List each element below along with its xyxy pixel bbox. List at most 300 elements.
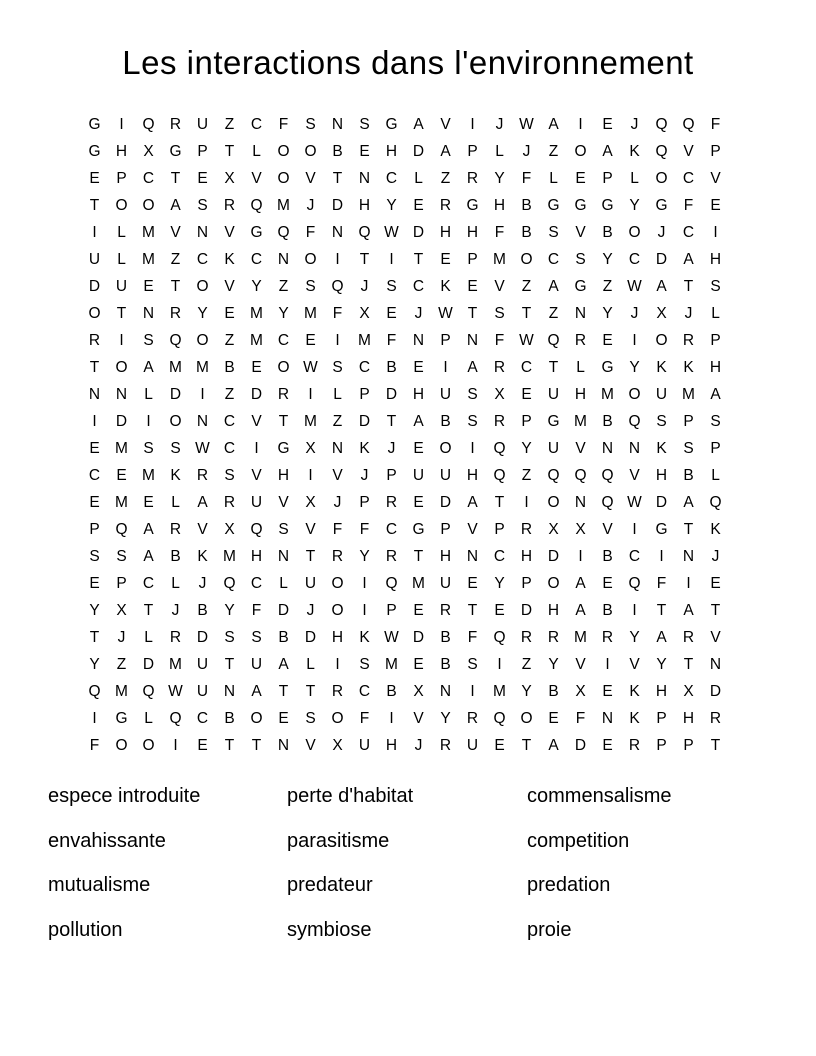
grid-letter: K xyxy=(629,709,640,727)
grid-letter: U xyxy=(655,385,668,403)
grid-letter: I xyxy=(92,709,97,727)
grid-letter: N xyxy=(331,115,344,133)
grid-letter: I xyxy=(470,682,475,700)
grid-letter: C xyxy=(385,169,398,187)
grid-letter: J xyxy=(414,304,423,322)
grid-letter: R xyxy=(277,385,290,403)
grid-letter: K xyxy=(629,142,640,160)
grid-letter: I xyxy=(173,736,178,754)
grid-letter: B xyxy=(602,547,613,565)
grid-letter: R xyxy=(385,493,398,511)
grid-letter: K xyxy=(170,466,181,484)
grid-letter: C xyxy=(88,466,101,484)
grid-letter: A xyxy=(602,142,613,160)
grid-letter: L xyxy=(306,655,315,673)
grid-letter: M xyxy=(142,250,155,268)
grid-letter: O xyxy=(277,142,290,160)
grid-letter: P xyxy=(467,142,478,160)
grid-letter: L xyxy=(279,574,288,592)
grid-letter: F xyxy=(656,574,667,592)
grid-letter: F xyxy=(332,520,343,538)
grid-letter: V xyxy=(602,520,613,538)
grid-letter: B xyxy=(521,223,532,241)
grid-letter: Q xyxy=(385,574,398,592)
grid-letter: B xyxy=(440,628,451,646)
grid-letter: S xyxy=(224,466,235,484)
grid-letter: Q xyxy=(493,439,506,457)
grid-letter: Q xyxy=(574,466,587,484)
grid-letter: I xyxy=(362,574,367,592)
grid-letter: A xyxy=(143,547,154,565)
grid-letter: O xyxy=(655,169,668,187)
grid-letter: X xyxy=(575,520,586,538)
grid-letter: D xyxy=(439,493,452,511)
grid-letter: Y xyxy=(548,655,559,673)
grid-letter: O xyxy=(115,358,128,376)
grid-letter: E xyxy=(143,493,154,511)
grid-letter: N xyxy=(439,682,452,700)
grid-letter: I xyxy=(578,115,583,133)
grid-letter: L xyxy=(117,223,126,241)
grid-letter: K xyxy=(683,358,694,376)
grid-letter: J xyxy=(360,466,369,484)
grid-letter: Q xyxy=(628,574,641,592)
grid-letter: I xyxy=(146,412,151,430)
grid-letter: T xyxy=(413,250,424,268)
grid-letter: Z xyxy=(332,412,343,430)
grid-letter: M xyxy=(250,331,263,349)
grid-letter: B xyxy=(440,655,451,673)
grid-letter: T xyxy=(89,358,100,376)
grid-letter: Z xyxy=(224,115,235,133)
grid-letter: I xyxy=(389,250,394,268)
grid-letter: B xyxy=(440,412,451,430)
grid-letter: I xyxy=(254,439,259,457)
grid-letter: G xyxy=(547,196,560,214)
grid-letter: Y xyxy=(386,196,397,214)
grid-letter: S xyxy=(710,277,721,295)
grid-letter: Y xyxy=(656,655,667,673)
grid-letter: C xyxy=(412,277,425,295)
grid-letter: H xyxy=(412,385,425,403)
grid-letter: O xyxy=(547,493,560,511)
grid-letter: O xyxy=(304,250,317,268)
grid-letter: L xyxy=(144,385,153,403)
grid-letter: S xyxy=(116,547,127,565)
grid-letter: N xyxy=(466,547,479,565)
grid-letter: C xyxy=(493,547,506,565)
grid-letter: R xyxy=(709,709,722,727)
grid-letter: I xyxy=(200,385,205,403)
grid-letter: R xyxy=(682,628,695,646)
grid-letter: I xyxy=(335,250,340,268)
grid-letter: Z xyxy=(440,169,451,187)
grid-letter: G xyxy=(250,223,263,241)
grid-letter: F xyxy=(494,331,505,349)
grid-letter: N xyxy=(574,493,587,511)
grid-letter: O xyxy=(655,331,668,349)
grid-letter: O xyxy=(196,277,209,295)
grid-letter: N xyxy=(682,547,695,565)
grid-letter: M xyxy=(304,412,317,430)
grid-letter: O xyxy=(331,574,344,592)
grid-letter: W xyxy=(384,628,399,646)
grid-letter: A xyxy=(548,115,559,133)
grid-letter: L xyxy=(630,169,639,187)
grid-letter: U xyxy=(196,682,209,700)
grid-letter: S xyxy=(305,115,316,133)
grid-letter: O xyxy=(520,709,533,727)
grid-letter: R xyxy=(331,682,344,700)
grid-letter: O xyxy=(304,142,317,160)
grid-letter: D xyxy=(547,547,560,565)
grid-letter: G xyxy=(655,520,668,538)
grid-letter: Y xyxy=(197,304,208,322)
grid-letter: A xyxy=(413,412,424,430)
grid-letter: J xyxy=(495,115,504,133)
grid-letter: O xyxy=(115,736,128,754)
grid-letter: N xyxy=(142,304,155,322)
grid-letter: X xyxy=(494,385,505,403)
grid-letter: N xyxy=(601,709,614,727)
grid-letter: G xyxy=(88,115,101,133)
grid-letter: I xyxy=(497,655,502,673)
grid-letter: I xyxy=(308,466,313,484)
word-item: predateur xyxy=(287,874,373,896)
grid-letter: B xyxy=(278,628,289,646)
grid-letter: Q xyxy=(682,115,695,133)
grid-letter: Q xyxy=(142,115,155,133)
grid-letter: V xyxy=(305,736,316,754)
grid-letter: O xyxy=(628,385,641,403)
grid-letter: H xyxy=(682,709,695,727)
grid-letter: C xyxy=(628,547,641,565)
grid-letter: X xyxy=(305,439,316,457)
grid-letter: S xyxy=(656,412,667,430)
grid-letter: M xyxy=(385,655,398,673)
grid-letter: T xyxy=(683,520,694,538)
grid-letter: N xyxy=(223,682,236,700)
grid-letter: S xyxy=(548,223,559,241)
grid-letter: Q xyxy=(655,142,668,160)
grid-letter: W xyxy=(438,304,453,322)
word-item: perte d'habitat xyxy=(287,785,414,807)
grid-letter: P xyxy=(440,331,451,349)
grid-letter: E xyxy=(143,277,154,295)
grid-letter: Q xyxy=(655,115,668,133)
grid-letter: H xyxy=(709,358,722,376)
grid-letter: Z xyxy=(548,142,559,160)
grid-letter: N xyxy=(277,736,290,754)
grid-letter: A xyxy=(548,736,559,754)
grid-letter: Y xyxy=(494,574,505,592)
grid-letter: D xyxy=(169,385,182,403)
grid-letter: E xyxy=(197,169,208,187)
grid-letter: M xyxy=(115,682,128,700)
grid-letter: I xyxy=(308,385,313,403)
grid-letter: F xyxy=(359,520,370,538)
grid-letter: V xyxy=(467,520,478,538)
grid-letter: R xyxy=(466,709,479,727)
grid-letter: Q xyxy=(547,466,560,484)
grid-letter: Y xyxy=(629,196,640,214)
grid-letter: M xyxy=(115,439,128,457)
grid-letter: G xyxy=(655,196,668,214)
grid-letter: P xyxy=(386,466,397,484)
page-title: Les interactions dans l'environnement xyxy=(122,44,694,81)
grid-letter: R xyxy=(223,493,236,511)
grid-letter: B xyxy=(224,358,235,376)
grid-letter: T xyxy=(143,601,154,619)
grid-letter: S xyxy=(359,655,370,673)
grid-letter: Z xyxy=(224,331,235,349)
grid-letter: I xyxy=(443,358,448,376)
grid-letter: C xyxy=(628,250,641,268)
grid-letter: M xyxy=(574,628,587,646)
grid-letter: E xyxy=(359,142,370,160)
grid-letter: P xyxy=(116,169,127,187)
grid-letter: A xyxy=(683,250,694,268)
grid-letter: V xyxy=(710,169,721,187)
grid-letter: D xyxy=(574,736,587,754)
grid-letter: U xyxy=(547,439,560,457)
grid-letter: P xyxy=(602,169,613,187)
grid-letter: V xyxy=(629,655,640,673)
grid-letter: J xyxy=(387,439,396,457)
grid-letter: M xyxy=(304,304,317,322)
word-item: mutualisme xyxy=(48,874,151,896)
grid-letter: L xyxy=(144,628,153,646)
word-list-column xyxy=(287,774,413,952)
grid-letter: P xyxy=(521,574,532,592)
grid-letter: F xyxy=(305,223,316,241)
grid-letter: P xyxy=(710,439,721,457)
grid-letter: E xyxy=(602,574,613,592)
grid-letter: L xyxy=(549,169,558,187)
grid-letter: S xyxy=(170,439,181,457)
grid-letter: O xyxy=(142,736,155,754)
word-item: espece introduite xyxy=(48,785,201,807)
grid-letter: B xyxy=(521,196,532,214)
grid-letter: B xyxy=(386,682,397,700)
grid-letter: Z xyxy=(602,277,613,295)
grid-letter: U xyxy=(196,655,209,673)
grid-letter: L xyxy=(171,574,180,592)
grid-letter: I xyxy=(713,223,718,241)
grid-letter: C xyxy=(142,574,155,592)
grid-letter: E xyxy=(413,358,424,376)
grid-letter: U xyxy=(88,250,101,268)
grid-letter: A xyxy=(656,628,667,646)
grid-letter: V xyxy=(170,223,181,241)
grid-letter: D xyxy=(655,250,668,268)
grid-letter: Q xyxy=(277,223,290,241)
grid-letter: E xyxy=(116,466,127,484)
grid-letter: V xyxy=(305,169,316,187)
grid-letter: Z xyxy=(521,655,532,673)
grid-letter: E xyxy=(710,196,721,214)
grid-letter: B xyxy=(170,547,181,565)
grid-letter: T xyxy=(305,547,316,565)
grid-letter: J xyxy=(684,304,693,322)
grid-letter: R xyxy=(682,331,695,349)
grid-letter: F xyxy=(683,196,694,214)
grid-letter: N xyxy=(196,223,209,241)
grid-letter: V xyxy=(197,520,208,538)
grid-letter: X xyxy=(143,142,154,160)
grid-letter: L xyxy=(252,142,261,160)
grid-letter: Y xyxy=(89,601,100,619)
grid-letter: Z xyxy=(116,655,127,673)
grid-letter: T xyxy=(548,358,559,376)
grid-letter: B xyxy=(224,709,235,727)
grid-letter: G xyxy=(277,439,290,457)
grid-letter: O xyxy=(331,709,344,727)
grid-letter: Y xyxy=(224,601,235,619)
grid-letter: E xyxy=(305,331,316,349)
grid-letter: T xyxy=(683,277,694,295)
grid-letter: B xyxy=(197,601,208,619)
grid-letter: M xyxy=(682,385,695,403)
grid-letter: A xyxy=(413,115,424,133)
grid-letter: C xyxy=(682,169,695,187)
grid-letter: N xyxy=(628,439,641,457)
grid-letter: J xyxy=(657,223,666,241)
grid-letter: Y xyxy=(440,709,451,727)
grid-letter: U xyxy=(358,736,371,754)
grid-letter: C xyxy=(196,709,209,727)
grid-letter: A xyxy=(683,493,694,511)
grid-letter: H xyxy=(277,466,290,484)
grid-letter: T xyxy=(89,196,100,214)
grid-letter: G xyxy=(412,520,425,538)
grid-letter: E xyxy=(494,601,505,619)
grid-letter: M xyxy=(574,412,587,430)
grid-letter: K xyxy=(197,547,208,565)
grid-letter: B xyxy=(386,358,397,376)
grid-letter: Z xyxy=(224,385,235,403)
grid-letter: Z xyxy=(521,466,532,484)
grid-letter: A xyxy=(143,520,154,538)
grid-letter: C xyxy=(358,682,371,700)
grid-letter: K xyxy=(359,439,370,457)
grid-letter: R xyxy=(439,601,452,619)
grid-letter: W xyxy=(627,493,642,511)
grid-letter: V xyxy=(224,223,235,241)
grid-letter: H xyxy=(115,142,128,160)
grid-letter: S xyxy=(305,709,316,727)
grid-letter: I xyxy=(119,331,124,349)
grid-letter: T xyxy=(170,277,181,295)
grid-letter: P xyxy=(89,520,100,538)
grid-letter: P xyxy=(440,520,451,538)
grid-letter: Z xyxy=(548,304,559,322)
grid-letter: I xyxy=(470,439,475,457)
grid-letter: G xyxy=(169,142,182,160)
grid-letter: P xyxy=(359,385,370,403)
grid-letter: I xyxy=(686,574,691,592)
grid-letter: E xyxy=(602,331,613,349)
grid-letter: J xyxy=(630,115,639,133)
grid-letter: S xyxy=(224,628,235,646)
grid-letter: T xyxy=(224,142,235,160)
grid-letter: N xyxy=(196,412,209,430)
grid-letter: K xyxy=(359,628,370,646)
grid-letter: Q xyxy=(628,412,641,430)
grid-letter: H xyxy=(466,223,479,241)
word-item: predation xyxy=(527,874,611,896)
grid-letter: A xyxy=(575,601,586,619)
grid-letter: M xyxy=(169,655,182,673)
grid-letter: R xyxy=(385,547,398,565)
grid-letter: I xyxy=(524,493,529,511)
grid-letter: F xyxy=(251,601,262,619)
grid-letter: C xyxy=(358,358,371,376)
grid-letter: R xyxy=(223,196,236,214)
grid-letter: Q xyxy=(493,466,506,484)
grid-letter: O xyxy=(277,169,290,187)
grid-letter: J xyxy=(306,196,315,214)
grid-letter: Q xyxy=(493,628,506,646)
grid-letter: U xyxy=(115,277,128,295)
word-item: proie xyxy=(527,918,572,941)
grid-letter: T xyxy=(251,736,262,754)
grid-letter: O xyxy=(628,223,641,241)
grid-letter: X xyxy=(656,304,667,322)
grid-letter: W xyxy=(303,358,318,376)
grid-letter: H xyxy=(250,547,263,565)
grid-letter: B xyxy=(602,601,613,619)
grid-letter: H xyxy=(520,547,533,565)
grid-letter: E xyxy=(602,115,613,133)
grid-letter: Y xyxy=(602,250,613,268)
grid-letter: E xyxy=(89,169,100,187)
grid-letter: D xyxy=(304,628,317,646)
grid-letter: R xyxy=(439,736,452,754)
grid-letter: V xyxy=(494,277,505,295)
grid-letter: W xyxy=(519,115,534,133)
grid-letter: Y xyxy=(494,169,505,187)
word-item: commensalisme xyxy=(527,785,672,807)
grid-letter: V xyxy=(575,655,586,673)
grid-letter: V xyxy=(575,223,586,241)
grid-letter: Q xyxy=(223,574,236,592)
grid-letter: G xyxy=(574,277,587,295)
grid-letter: H xyxy=(493,196,506,214)
grid-letter: X xyxy=(548,520,559,538)
grid-letter: N xyxy=(466,331,479,349)
grid-letter: S xyxy=(332,358,343,376)
grid-letter: V xyxy=(683,142,694,160)
grid-letter: A xyxy=(575,574,586,592)
grid-letter: D xyxy=(358,412,371,430)
grid-letter: P xyxy=(494,520,505,538)
grid-letter: V xyxy=(332,466,343,484)
grid-letter: T xyxy=(224,655,235,673)
grid-letter: G xyxy=(601,196,614,214)
grid-letter: B xyxy=(602,223,613,241)
word-list-column xyxy=(48,774,200,952)
grid-letter: V xyxy=(575,439,586,457)
grid-letter: V xyxy=(224,277,235,295)
grid-letter: C xyxy=(196,250,209,268)
grid-letter: W xyxy=(168,682,183,700)
grid-letter: X xyxy=(575,682,586,700)
grid-letter: R xyxy=(601,628,614,646)
grid-letter: U xyxy=(439,574,452,592)
grid-letter: A xyxy=(467,493,478,511)
grid-letter: L xyxy=(333,385,342,403)
